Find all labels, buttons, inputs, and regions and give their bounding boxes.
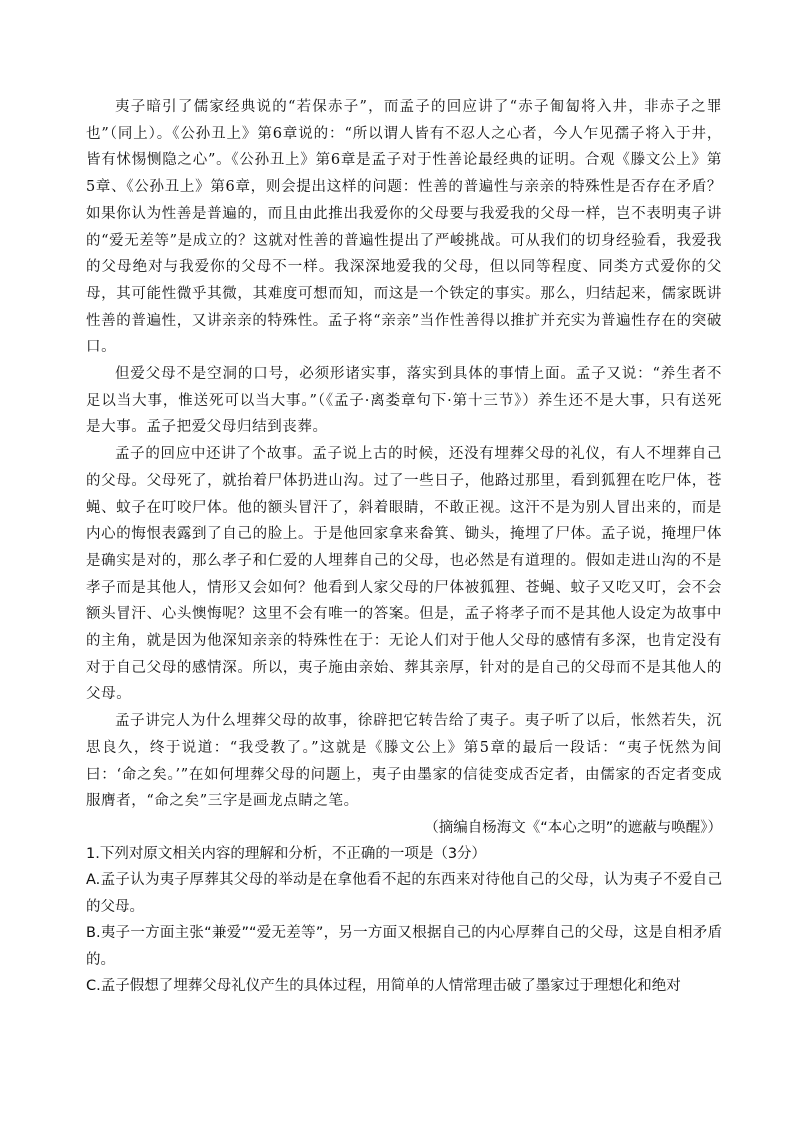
- passage-paragraph-4: 孟子讲完人为什么埋葬父母的故事，徐辟把它转告给了夷子。夷子听了以后，怅然若失，沉思良久，终于说道：“我受教了。”这就是《滕文公上》第5章的最后一段话：“夷子怃然为间曰：‘命之矣。’”在如何埋葬父母的问题上，夷子由墨家的信徒变成否定者，由儒家的否定者变成服膺者，“命之矣”三字是画龙点睛之笔。: [86, 713, 722, 810]
- option-a: A.孟子认为夷子厚葬其父母的举动是在拿他看不起的东西来对待他自己的父母，认为夷子不爱自己的父母。: [86, 872, 722, 915]
- option-b: B.夷子一方面主张“兼爱”“爱无差等”，另一方面又根据自己的内心厚葬自己的父母，这是自相矛盾的。: [86, 925, 722, 968]
- option-c: C.孟子假想了埋葬父母礼仪产生的具体过程，用简单的人情常理击破了墨家过于理想化和绝对: [86, 978, 681, 995]
- question-stem: 1.下列对原文相关内容的理解和分析，不正确的一项是（3分）: [86, 845, 487, 862]
- document-page: [86, 94, 722, 1000]
- passage-paragraph-2: 但爱父母不是空洞的口号，必须形诸实事，落实到具体的事情上面。孟子又说：“养生者不足以当大事，惟送死可以当大事。”（《孟子·离娄章句下·第十三节》）养生还不是大事，只有送死是大事。孟子把爱父母归结到丧葬。: [86, 366, 722, 436]
- passage-paragraph-1: 夷子暗引了儒家经典说的“若保赤子”，而孟子的回应讲了“赤子匍匐将入井，非赤子之罪也”（同上）。《公孙丑上》第6章说的：“所以谓人皆有不忍人之心者，今人乍见孺子将入于井，皆有怵惕恻隐之心”。《公孙丑上》第6章是孟子对于性善论最经典的证明。合观《滕文公上》第5章、《公孙丑上》第6章，则会提出这样的问题：性善的普遍性与亲亲的特殊性是否存在矛盾？如果你认为性善是普遍的，而且由此推出我爱你的父母要与我爱我的父母一样，岂不表明夷子讲的“爱无差等”是成立的？这就对性善的普遍性提出了严峻挑战。可从我们的切身经验看，我爱我的父母绝对与我爱你的父母不一样。我深深地爱我的父母，但以同等程度、同类方式爱你的父母，其可能性微乎其微，其难度可想而知，而这是一个铁定的事实。那么，归结起来，儒家既讲性善的普遍性，又讲亲亲的特殊性。孟子将“亲亲”当作性善得以推扩并充实为普遍性存在的突破口。: [86, 99, 722, 356]
- source-citation: （摘编自杨海文《“本心之明”的遮蔽与唤醒》）: [424, 819, 722, 836]
- passage-paragraph-3: 孟子的回应中还讲了个故事。孟子说上古的时候，还没有埋葬父母的礼仪，有人不埋葬自己的父母。父母死了，就抬着尸体扔进山沟。过了一些日子，他路过那里，看到狐狸在吃尸体，苍蝇、蚊子在叮咬尸体。他的额头冒汗了，斜着眼睛，不敢正视。这汗不是为别人冒出来的，而是内心的悔恨表露到了自己的脸上。于是他回家拿来畚箕、锄头，掩埋了尸体。孟子说，掩埋尸体是确实是对的，那么孝子和仁爱的人埋葬自己的父母，也必然是有道理的。假如走进山沟的不是孝子而是其他人，情形又会如何？他看到人家父母的尸体被狐狸、苍蝇、蚊子又吃又叮，会不会额头冒汗、心头懊悔呢？这里不会有唯一的答案。但是，孟子将孝子而不是其他人设定为故事中的主角，就是因为他深知亲亲的特殊性在于：无论人们对于他人父母的感情有多深，也肯定没有对于自己父母的感情深。所以，夷子施由亲始、葬其亲厚，针对的是自己的父母而不是其他人的父母。: [86, 446, 722, 703]
